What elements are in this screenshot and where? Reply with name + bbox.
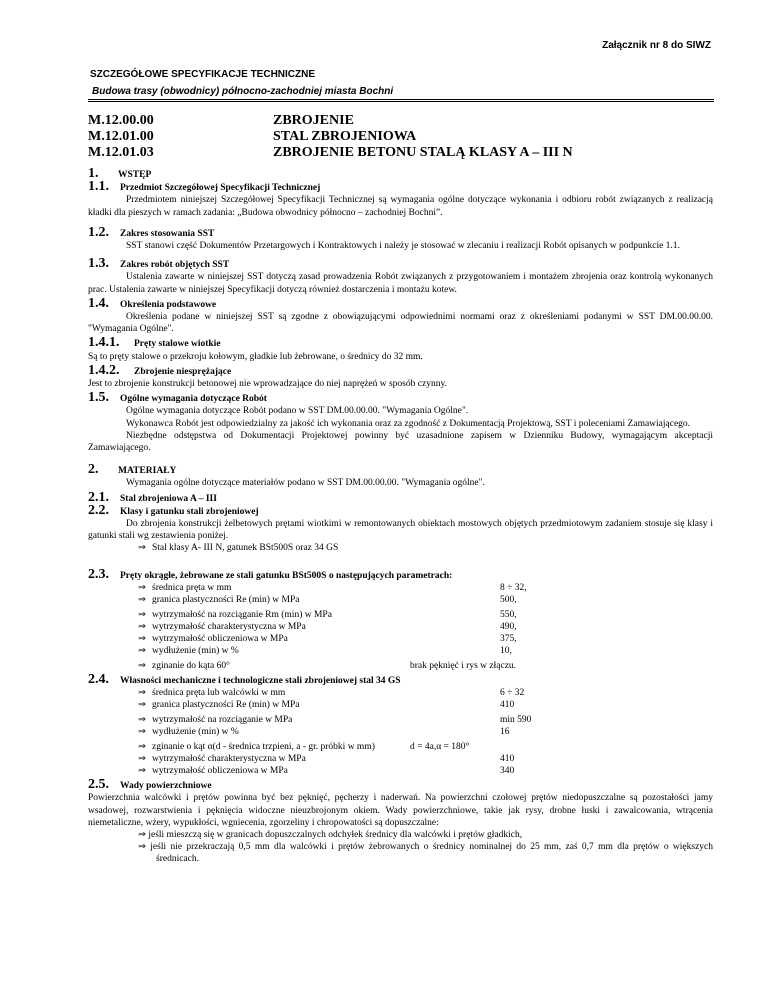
parameter-row [88,741,713,753]
section-title: MATERIAŁY [118,466,177,477]
arrow-icon: ⇒ [138,688,146,699]
section-number: 1.5. [88,390,109,406]
arrow-icon: ⇒ [138,842,146,853]
parameter-row [88,621,713,633]
arrow-icon: ⇒ [138,582,146,593]
section-heading [88,464,713,477]
paragraph: Niezbędne odstępstwa od Dokumentacji Projektowej powinny być uzasadnione zapisem w Dzienniku Budowy, wymagającym akceptacji Zamawiającego. [88,430,713,454]
parameter-value: brak pęknięć i rys w złączu. [410,660,517,671]
parameter-row [88,633,713,645]
section-title: Zakres stosowania SST [120,228,215,239]
parameter-row [88,645,713,657]
arrow-icon: ⇒ [138,754,146,765]
header-rule-top [88,99,714,100]
arrow-icon: ⇒ [138,621,146,632]
section-heading [88,779,713,792]
section-title: Stal zbrojeniowa A – III [120,493,217,504]
paragraph: Do zbrojenia konstrukcji żelbetowych prętami wiotkimi w remontowanych obiektach mostowych objętych przedmiotowym zadaniem stosuje się klasy i gatunki stali wg zestawienia poniżej. [88,519,713,542]
spec-heading: ZBROJENIE BETONU STALĄ KLASY A – III N [273,145,573,160]
paragraph: Wymagania ogólne dotyczące materiałów podano w SST DM.00.00.00. "Wymagania ogólne". [126,478,485,489]
paragraph: Określenia podane w niniejszej SST są zgodne z obowiązującymi odpowiednimi normami oraz z określeniami podanymi w SST DM.00.00.00. "Wymagania Ogólne". [88,312,713,335]
arrow-icon: ⇒ [138,645,146,656]
section-number: 2.5. [88,777,109,793]
section-title: Własności mechaniczne i technologiczne stali zbrojeniowej stal 34 GS [120,675,401,686]
parameter-value: 500, [500,594,517,605]
arrow-icon: ⇒ [138,727,146,738]
parameter-row [88,594,713,606]
list-item: ⇒ Stal klasy A- III N, gatunek BSt500S oraz 34 GS [138,543,339,554]
spec-code: M.12.00.00 [88,113,154,128]
spec-headings [273,113,573,161]
parameter-table [88,582,713,672]
section-title: Zbrojenie niesprężające [134,366,232,377]
section-title: Pręty okrągłe, żebrowane ze stali gatunku BSt500S o następujących parametrach: [120,570,453,581]
spec-codes [88,113,154,161]
parameter-value: 550, [500,609,517,620]
spec-code: M.12.01.03 [88,145,154,160]
parameter-row [88,582,713,594]
section-heading [88,181,713,194]
list-item: ⇒ jeśli nie przekraczają 0,5 mm dla walcówki i prętów żebrowanych o średnicy nominalnej do 25 mm, zaś 0,7 mm dla prętów o większych średnicach. [138,842,714,865]
arrow-icon: ⇒ [138,766,146,777]
parameter-row [88,726,713,738]
spec-subtitle: Budowa trasy (obwodnicy) północno-zachodniej miasta Bochni [92,86,394,97]
parameter-label: ⇒ wydłużenie (min) w % [138,645,239,656]
section-heading [88,502,713,518]
section-heading [88,566,713,582]
parameter-value: 16 [500,727,510,738]
section-heading [88,224,713,240]
parameter-value: 375, [500,633,517,644]
section-heading [88,295,713,311]
parameter-label: ⇒ średnica pręta lub walcówki w mm [138,688,286,699]
section-heading [88,258,713,271]
arrow-icon: ⇒ [138,609,146,620]
section-title: Wady powierzchniowe [120,781,212,792]
section-number: 1.4. [88,295,109,311]
section-title: Przedmiot Szczegółowej Specyfikacji Technicznej [120,183,321,194]
parameter-value: 10, [500,645,512,656]
parameter-row [88,699,713,711]
parameter-row [88,765,713,777]
section-number: 1.1. [88,179,109,195]
arrow-icon: ⇒ [138,742,146,753]
arrow-icon: ⇒ [138,660,146,671]
parameter-value: 6 ÷ 32 [500,688,525,699]
section-number: 1.3. [88,256,109,272]
section-number: 2.1. [88,489,109,505]
parameter-label: ⇒ wydłużenie (min) w % [138,727,239,738]
arrow-icon: ⇒ [138,543,146,554]
section-heading [88,168,713,181]
arrow-icon: ⇒ [138,594,146,605]
parameter-value: min 590 [500,715,532,726]
parameter-row [88,714,713,726]
spec-code: M.12.01.00 [88,129,154,144]
section-heading [88,362,713,378]
parameter-label: ⇒ wytrzymałość obliczeniowa w MPa [138,766,288,777]
section-title: WSTĘP [118,170,152,180]
paragraph: Jest to zbrojenie konstrukcji betonowej nie wprowadzające do niej naprężeń w sposób czynny. [88,379,447,390]
parameter-value: d = 4a,α = 180° [410,742,470,753]
section-number: 1. [88,166,99,181]
parameter-row [88,687,713,699]
section-title: Zakres robót objętych SST [120,260,230,271]
parameter-label: ⇒ granica plastyczności Re (min) w MPa [138,594,300,605]
document-body [88,168,713,866]
section-number: 2. [88,462,99,478]
list-item: ⇒ jeśli mieszczą się w granicach dopuszczalnych odchyłek średnicy dla walcówki i prętów gładkich, [138,829,523,840]
parameter-label: ⇒ wytrzymałość na rozciąganie Rm (min) w MPa [138,609,332,620]
parameter-label: ⇒ wytrzymałość na rozciąganie w MPa [138,715,293,726]
parameter-label: ⇒ wytrzymałość obliczeniowa w MPa [138,633,288,644]
arrow-icon: ⇒ [138,700,146,711]
paragraph: Ogólne wymagania dotyczące Robót podano w SST DM.00.00.00. "Wymagania Ogólne". [126,406,469,417]
parameter-row [88,753,713,765]
parameter-label: ⇒ zginanie do kąta 60° [138,660,230,671]
spec-heading: ZBROJENIE [273,113,354,128]
parameter-label: ⇒ średnica pręta w mm [138,582,232,593]
section-number: 2.4. [88,671,109,687]
arrow-icon: ⇒ [138,715,146,726]
section-number: 1.4.1. [88,335,120,351]
parameter-label: ⇒ wytrzymałość charakterystyczna w MPa [138,754,306,765]
section-title: Klasy i gatunku stali zbrojeniowej [120,506,259,517]
section-title: Określenia podstawowe [120,299,217,310]
section-heading [88,489,713,505]
header-rule-bottom [88,101,714,102]
parameter-value: 8 ÷ 32, [500,582,527,593]
paragraph: Ustalenia zawarte w niniejszej SST dotyczą zasad prowadzenia Robót związanych z przygotowaniem i montażem zbrojenia oraz kontrolą wykonanych prac. Ustalenia zawarte w niniejszej Specyfikacji dotyczą również dostarczenia i montażu kotew. [88,272,713,295]
parameter-value: 410 [500,700,515,711]
arrow-icon: ⇒ [138,829,146,840]
parameter-label: ⇒ granica plastyczności Re (min) w MPa [138,700,300,711]
arrow-icon: ⇒ [138,633,146,644]
parameter-row [88,660,713,672]
parameter-table [88,687,713,777]
section-heading [88,392,713,405]
section-number: 1.4.2. [88,362,120,378]
section-number: 1.2. [88,224,109,240]
paragraph: Są to pręty stalowe o przekroju kołowym, gładkie lub żebrowane, o średnicy do 32 mm. [88,351,423,362]
spec-heading: STAL ZBROJENIOWA [273,129,417,144]
section-heading [88,337,713,350]
section-number: 2.3. [88,566,109,582]
spec-title: SZCZEGÓŁOWE SPECYFIKACJE TECHNICZNE [90,69,316,80]
section-heading [88,671,713,687]
parameter-label: ⇒ wytrzymałość charakterystyczna w MPa [138,621,306,632]
parameter-value: 490, [500,621,517,632]
parameter-row [88,609,713,621]
parameter-value: 410 [500,754,515,765]
paragraph: Powierzchnia walcówki i prętów powinna być bez pęknięć, pęcherzy i naderwań. Na powierzchni czołowej prętów niedopuszczalne są pozostałości jamy wsadowej, rozwarstwienia i pęknięcia widoczne nieuzbrojonym okiem. Wady powierzchniowe, takie jak rysy, drobne łuski i zawalcowania, wtrącenia niemetaliczne, wżery, wypukłości, wgniecenia, zgorzeliny i chropowatości są dopuszczalne: [88,793,713,828]
paragraph: Wykonawca Robót jest odpowiedzialny za jakość ich wykonania oraz za zgodność z Dokumentacją Projektową, SST i poleceniami Zamawiającego. [126,418,691,429]
paragraph: Przedmiotem niniejszej Szczegółowej Specyfikacji Technicznej są wymagania ogólne dotyczące wykonania i odbioru robót związanych z realizacją kładki dla pieszych w ramach zadania: „Budowa obwodnicy północno – zachodniej Bochni”. [88,195,713,218]
section-number: 2.2. [88,502,109,518]
parameter-label: ⇒ zginanie o kąt α(d - średnica trzpieni, a - gr. próbki w mm) [138,742,375,753]
parameter-value: 340 [500,766,515,777]
paragraph: SST stanowi część Dokumentów Przetargowych i Kontraktowych i należy je stosować w zlecaniu i realizacji Robót opisanych w podpunkcie 1.1. [126,241,680,252]
section-title: Ogólne wymagania dotyczące Robót [120,394,267,405]
section-title: Pręty stalowe wiotkie [134,339,221,350]
annex-label: Załącznik nr 8 do SIWZ [602,40,711,51]
